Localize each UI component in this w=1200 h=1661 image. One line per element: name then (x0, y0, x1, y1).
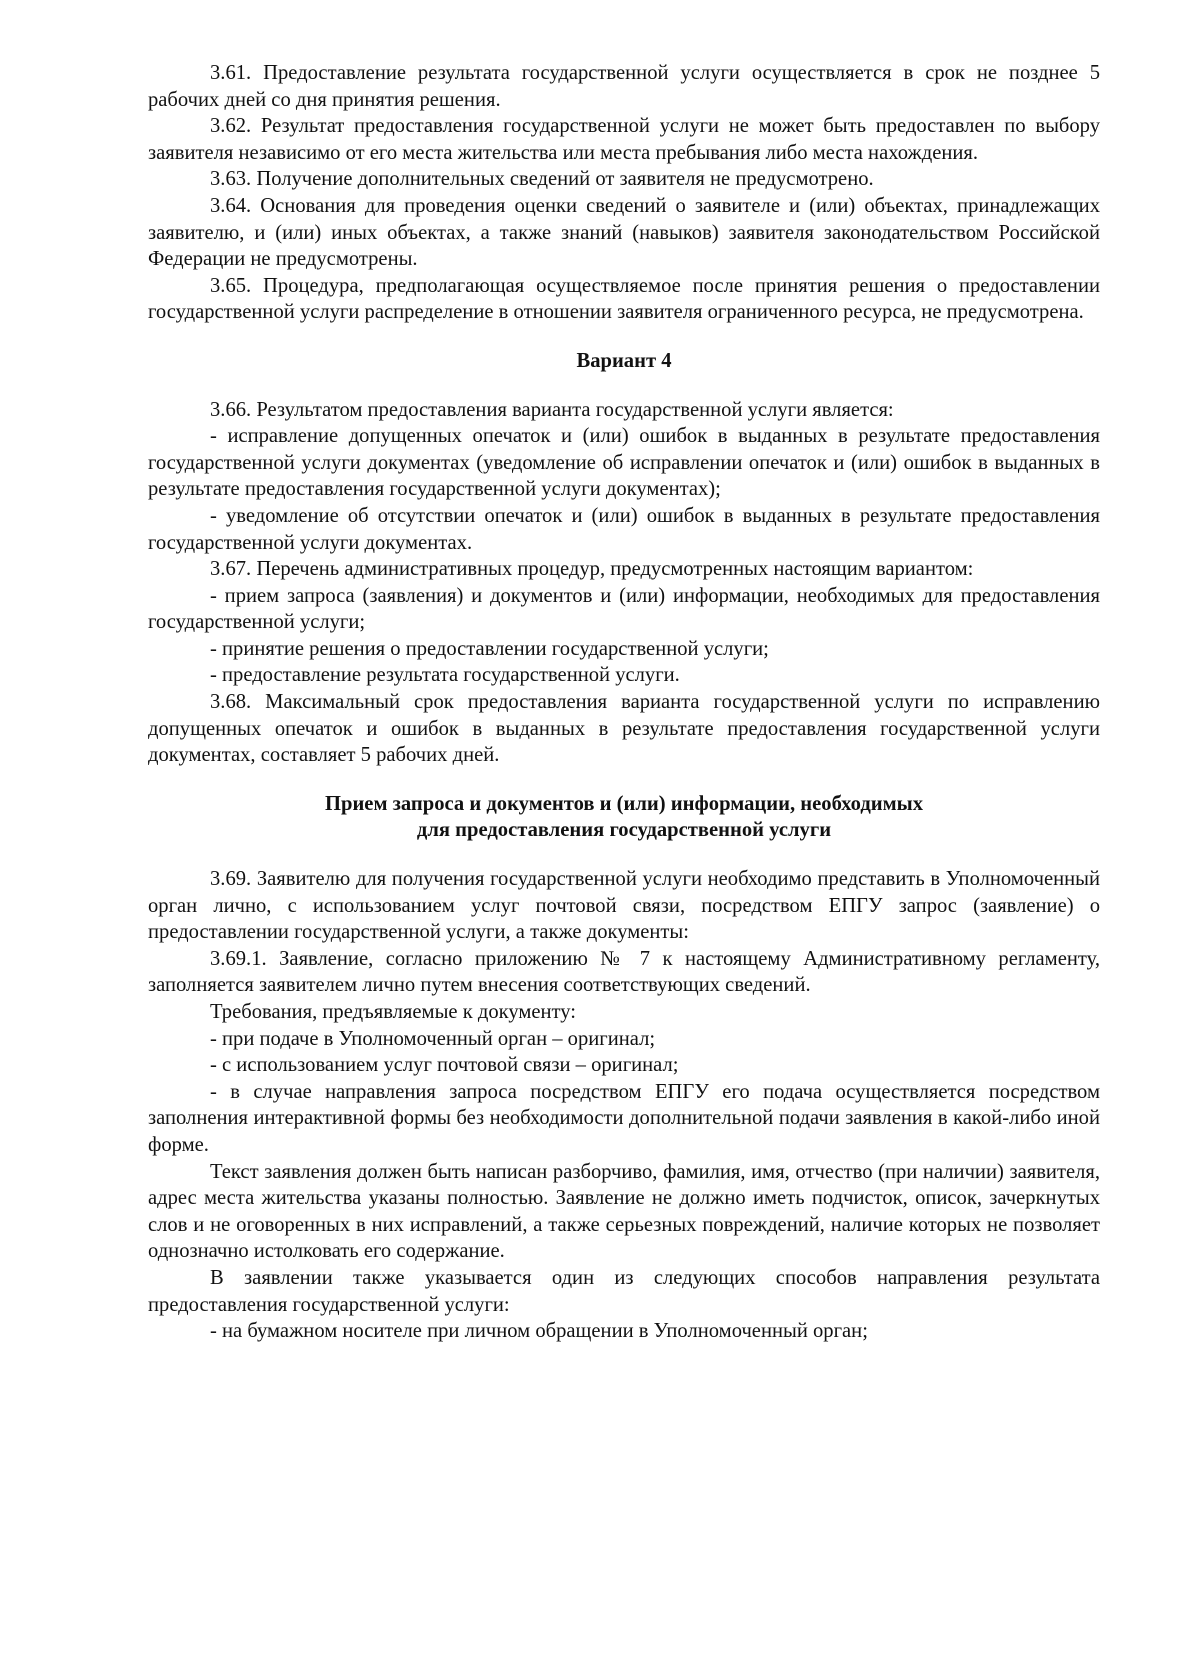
list-item-correction: - исправление допущенных опечаток и (или) ошибок в выданных в результате предоставления государственной услуги документах (уведомление об исправлении опечаток и (или) ошибок в выданных в результате предоставления государственной услуги документах); (148, 425, 1100, 501)
paragraph-result-methods: В заявлении также указывается один из следующих способов направления результата предоставления государственной услуги: (148, 1266, 1100, 1316)
paragraph-text-requirements: Текст заявления должен быть написан разборчиво, фамилия, имя, отчество (при наличии) заявителя, адрес места жительства указаны полностью. Заявление не должно иметь подчисток, описок, зачеркнутых слов и не оговоренных в них исправлений, а также серьезных повреждений, наличие которых не позволяет однозначно истолковать его содержание. (148, 1160, 1100, 1263)
list-item-epgu: - в случае направления запроса посредством ЕПГУ его подача осуществляется посредством заполнения интерактивной формы без необходимости дополнительной подачи заявления в какой-либо иной форме. (148, 1080, 1100, 1156)
requirements-intro: Требования, предъявляемые к документу: (210, 1001, 577, 1023)
paragraph-3-64: 3.64. Основания для проведения оценки сведений о заявителе и (или) объектах, принадлежащих заявителю, и (или) иных объектах, а также знаний (навыков) заявителя законодательством Российской Федерации не предусмотрены. (148, 194, 1100, 271)
list-item-request: - прием запроса (заявления) и документов и (или) информации, необходимых для предоставления государственной услуги; (148, 584, 1100, 634)
list-item-paper: - на бумажном носителе при личном обращении в Уполномоченный орган; (210, 1320, 868, 1343)
paragraph-3-63: 3.63. Получение дополнительных сведений от заявителя не предусмотрено. (210, 168, 874, 191)
document-page (148, 60, 1100, 1345)
section-heading-line-2: для предоставления государственной услуги (416, 819, 832, 842)
section-heading-request (148, 791, 1100, 844)
section-heading-variant-4: Вариант 4 (576, 349, 672, 372)
paragraph-3-61: 3.61. Предоставление результата государственной услуги осуществляется в срок не позднее 5 рабочих дней со дня принятия решения. (148, 62, 1100, 111)
paragraph-3-62: 3.62. Результат предоставления государственной услуги не может быть предоставлен по выбору заявителя независимо от его места жительства или места пребывания либо места нахождения. (148, 115, 1100, 164)
list-item-result: - предоставление результата государственной услуги. (210, 664, 680, 687)
list-item-postal: - с использованием услуг почтовой связи – оригинал; (210, 1054, 679, 1077)
paragraph-3-69: 3.69. Заявителю для получения государственной услуги необходимо представить в Уполномоченный орган лично, с использованием услуг почтовой связи, посредством ЕПГУ запрос (заявление) о предоставлении государственной услуги, а также документы: (148, 868, 1100, 944)
section-heading-line-1: Прием запроса и документов и (или) информации, необходимых (324, 792, 924, 815)
paragraph-3-69-1: 3.69.1. Заявление, согласно приложению № 7 к настоящему Административному регламенту, заполняется заявителем лично путем внесения соответствующих сведений. (148, 947, 1100, 997)
list-item-in-person: - при подаче в Уполномоченный орган – оригинал; (210, 1027, 656, 1050)
paragraph-3-66: 3.66. Результатом предоставления варианта государственной услуги является: (210, 398, 894, 421)
list-item-notice: - уведомление об отсутствии опечаток и (или) ошибок в выданных в результате предоставления государственной услуги документах. (148, 504, 1100, 554)
list-item-decision: - принятие решения о предоставлении государственной услуги; (210, 637, 769, 660)
paragraph-3-68: 3.68. Максимальный срок предоставления варианта государственной услуги по исправлению допущенных опечаток и ошибок в выданных в результате предоставления государственной услуги документах, составляет 5 рабочих дней. (148, 691, 1100, 767)
paragraph-3-67: 3.67. Перечень административных процедур, предусмотренных настоящим вариантом: (210, 558, 974, 581)
paragraph-3-65: 3.65. Процедура, предполагающая осуществляемое после принятия решения о предоставлении государственной услуги распределение в отношении заявителя ограниченного ресурса, не предусмотрена. (148, 274, 1100, 324)
